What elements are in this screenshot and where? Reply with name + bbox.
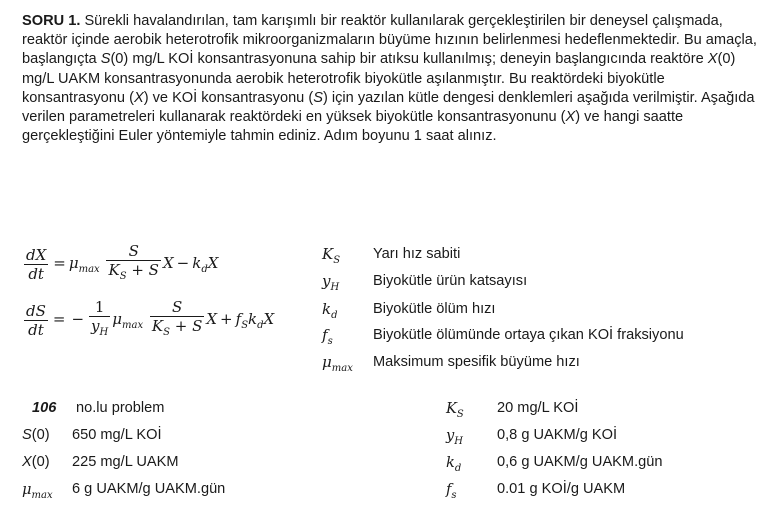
def-text-fs: Biyokütle ölümünde ortaya çıkan KOİ fraksiyonu [373, 327, 684, 343]
biomass-mass-balance-equation: $\frac{dX}{dt}$ = $\mu_{max}$ $\frac{S}{K_S + S}$ $X - k_dX$ [26, 242, 219, 283]
param-kd-symbol: $k_d$ [446, 454, 462, 474]
problem-number-label: no.lu problem [76, 400, 165, 416]
def-symbol-yh: $y_H$ [322, 272, 340, 293]
problem-statement: SORU 1. Sürekli havalandırılan, tam karışımlı bir reaktör kullanılarak gerçekleştirilen bir deneysel çalışmada, reaktör içinde aerobik heterotrofik mikroorganizmaların büyüme hızının belirlenmesi hedeflenmektedir. Bu amaçla, başlangıçta S(0) mg/L KOİ konsantrasyonuna sahip bir atıksu kullanılmış; deneyin başlangıcında reaktöre X(0) mg/L UAKM konsantrasyonunda aerobik heterotrofik biyokütle aşılanmıştır. Bu reaktördeki biyokütle konsantrasyonu (X) ve KOİ konsantrasyonu (S) için yazılan kütle dengesi denklemleri aşağıda verilmiştir. Aşağıda verilen parametreleri kullanarak reaktördeki en yüksek biyokütle konsantrasyonunu (X) ve hangi saatte gerçekleştiğini Euler yöntemiyle tahmin ediniz. Adım boyunu 1 saat alınız. [22, 13, 757, 145]
def-symbol-kd: $k_d$ [322, 300, 338, 321]
param-yh-value: 0,8 g UAKM/g KOİ [497, 427, 618, 443]
param-ks-value: 20 mg/L KOİ [497, 400, 579, 416]
substrate-mass-balance-equation: $\frac{dS}{dt}$ = − $\frac{1}{y_H}$ $\mu_{max}$ $\frac{S}{K_S + S}$ $X + f_Sk_dX$ [26, 298, 275, 339]
def-symbol-fs: $f_s$ [322, 326, 333, 347]
param-x0-value: 225 mg/L UAKM [72, 454, 179, 470]
param-mumax-symbol: $\mu_{max}$ [22, 481, 53, 501]
problem-title: SORU 1. [22, 13, 81, 29]
param-fs-symbol: $f_s$ [446, 481, 457, 501]
param-s0-symbol: S(0) [22, 427, 50, 443]
def-text-kd: Biyokütle ölüm hızı [373, 301, 496, 317]
def-text-mumax: Maksimum spesifik büyüme hızı [373, 354, 580, 370]
param-s0-value: 650 mg/L KOİ [72, 427, 162, 443]
problem-number: 106 [32, 400, 57, 416]
def-symbol-ks: $K_S$ [322, 245, 341, 266]
param-kd-value: 0,6 g UAKM/g UAKM.gün [497, 454, 663, 470]
def-text-ks: Yarı hız sabiti [373, 246, 461, 262]
param-x0-symbol: X(0) [22, 454, 50, 470]
def-text-yh: Biyokütle ürün katsayısı [373, 273, 528, 289]
param-fs-value: 0.01 g KOİ/g UAKM [497, 481, 626, 497]
def-symbol-mumax: $\mu_{max}$ [322, 353, 353, 374]
param-mumax-value: 6 g UAKM/g UAKM.gün [72, 481, 226, 497]
param-yh-symbol: $y_H$ [446, 427, 463, 447]
param-ks-symbol: $K_S$ [446, 400, 464, 420]
